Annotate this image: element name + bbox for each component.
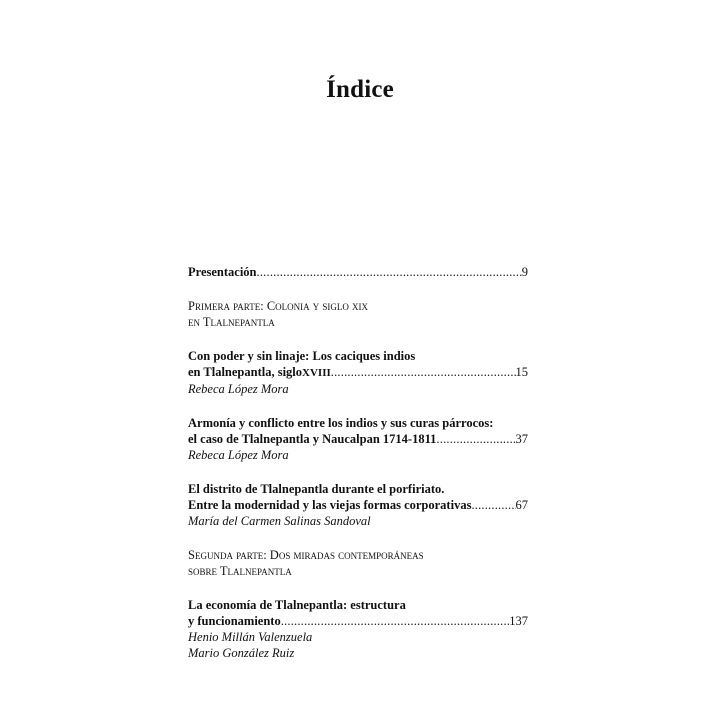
toc-entry-title: Con poder y sin linaje: Los caciques indios: [188, 349, 416, 363]
toc-entry-chapter-3[interactable]: [188, 481, 528, 529]
toc-entry-presentacion[interactable]: [188, 264, 528, 280]
table-of-contents: [188, 264, 528, 661]
page-title: Índice: [326, 76, 394, 103]
toc-author: María del Carmen Salinas Sandoval: [188, 514, 371, 528]
toc-author: Rebeca López Mora: [188, 448, 289, 462]
century-numeral: XVIII: [302, 367, 331, 379]
part-heading-line: Primera parte: Colonia y siglo xix: [188, 299, 369, 313]
toc-page-number: 137: [509, 614, 528, 628]
dot-leader: [281, 613, 510, 629]
toc-entry-title: La economía de Tlalnepantla: estructura: [188, 598, 406, 612]
toc-author: Rebeca López Mora: [188, 382, 289, 396]
part-heading-line: sobre Tlalnepantla: [188, 564, 292, 578]
dot-leader: [257, 264, 522, 280]
toc-entry-title: Armonía y conflicto entre los indios y sus curas párrocos:: [188, 416, 494, 430]
toc-part-heading-1: [188, 298, 528, 330]
toc-entry-title-cont: en Tlalnepantla, siglo: [188, 365, 303, 379]
part-heading-line: Segunda parte: Dos miradas contemporáneas: [188, 548, 424, 562]
toc-page-number: 67: [515, 498, 528, 512]
toc-entry-title-cont: el caso de Tlalnepantla y Naucalpan 1714-1811: [188, 432, 437, 446]
toc-entry-chapter-1[interactable]: [188, 348, 528, 397]
toc-part-heading-2: [188, 547, 528, 579]
toc-entry-title-cont: Entre la modernidad y las viejas formas corporativas: [188, 498, 472, 512]
dot-leader: [471, 497, 515, 513]
toc-page-number: 9: [521, 265, 528, 279]
toc-entry-title: Presentación: [188, 265, 257, 279]
toc-entry-title: El distrito de Tlalnepantla durante el porfiriato.: [188, 482, 445, 496]
toc-entry-chapter-4[interactable]: [188, 597, 528, 661]
toc-author: Henio Millán Valenzuela: [188, 630, 313, 644]
toc-page-number: 15: [515, 365, 528, 379]
dot-leader: [331, 364, 516, 380]
toc-author: Mario González Ruiz: [188, 646, 295, 660]
toc-page-number: 37: [515, 432, 528, 446]
part-heading-line: en Tlalnepantla: [188, 315, 275, 329]
toc-entry-title-cont: y funcionamiento: [188, 614, 281, 628]
dot-leader: [436, 431, 515, 447]
toc-entry-chapter-2[interactable]: [188, 415, 528, 463]
